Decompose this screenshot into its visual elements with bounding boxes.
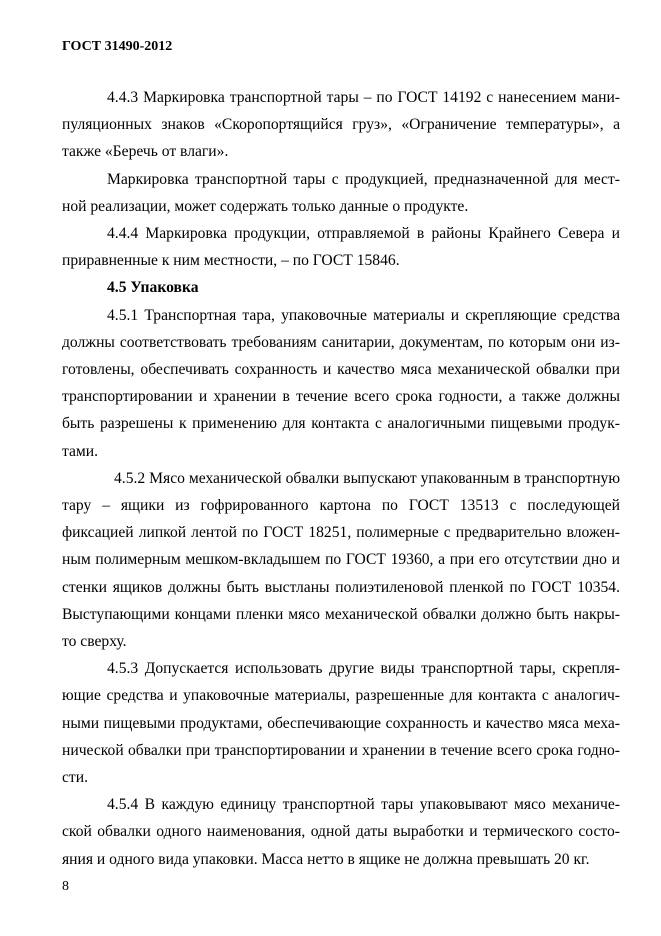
page-header-doc-code: ГОСТ 31490-2012	[62, 39, 173, 54]
page-number: 8	[62, 879, 69, 894]
paragraph-4-4-3-continued: Маркировка транспортной тары с продукцией, предназначенной для местной реализации, может содержать только данные о продукте.	[62, 170, 620, 215]
paragraph-4-5-4: 4.5.4 В каждую единицу транспортной тары упаковывают мясо механической обвалки одного наименования, одной даты выработки и термического состояния и одного вида упаковки. Масса нетто в ящике не должна превышать 20 кг.	[62, 796, 620, 868]
paragraph-4-5-2: 4.5.2 Мясо механической обвалки выпускают упакованным в транспортную тару – ящики из гофрированного картона по ГОСТ 13513 с последующей фиксацией липкой лентой по ГОСТ 18251, полимерные с предварительно вложенным полимерным мешком-вкладышем по ГОСТ 19360, а при его отсутствии дно и стенки ящиков должны быть выстланы полиэтиленовой пленкой по ГОСТ 10354. Выступающими концами пленки мясо механической обвалки должно быть накрыто сверху.	[62, 469, 620, 651]
paragraph-4-5-3: 4.5.3 Допускается использовать другие виды транспортной тары, скрепляющие средства и упаковочные материалы, разрешенные для контакта с аналогичными пищевыми продуктами, обеспечивающие сохранность и качество мяса механической обвалки при транспортировании и хранении в течение всего срока годности.	[62, 660, 620, 787]
paragraph-4-5-1: 4.5.1 Транспортная тара, упаковочные материалы и скрепляющие средства должны соответствовать требованиям санитарии, документам, по которым они изготовлены, обеспечивать сохранность и качество мяса механической обвалки при транспортировании и хранении в течение всего срока годности, а также должны быть разрешены к применению для контакта с аналогичными пищевыми продуктами.	[62, 306, 620, 460]
paragraph-4-4-4: 4.4.4 Маркировка продукции, отправляемой в районы Крайнего Севера и приравненные к ним местности, – по ГОСТ 15846.	[62, 225, 620, 270]
paragraph-4-4-3: 4.4.3 Маркировка транспортной тары – по ГОСТ 14192 с нанесением манипуляционных знаков «Скоропортящийся груз», «Ограничение температуры», а также «Беречь от влаги».	[62, 89, 620, 161]
section-heading-4-5: 4.5 Упаковка	[107, 279, 199, 297]
document-body	[62, 84, 620, 873]
